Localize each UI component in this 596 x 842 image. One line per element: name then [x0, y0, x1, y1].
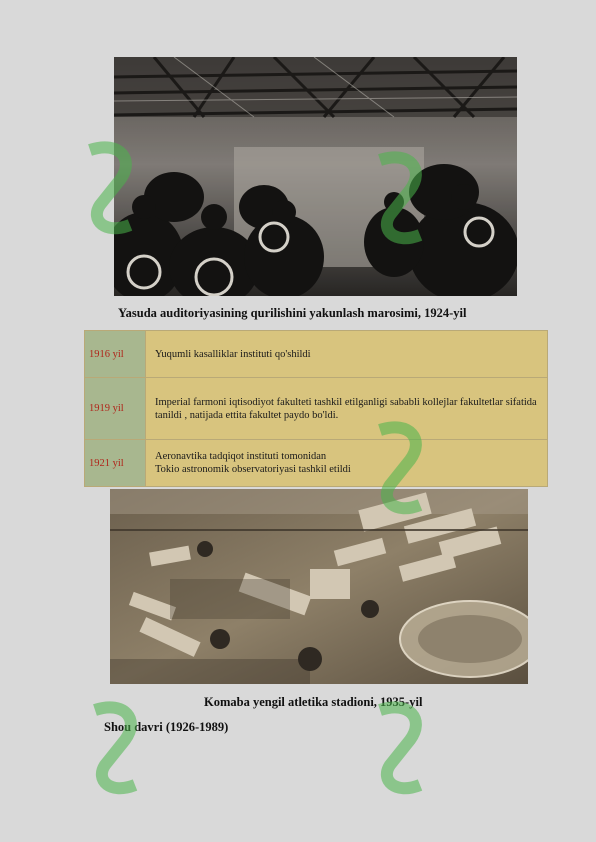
timeline-row	[85, 378, 548, 440]
timeline-year: 1921 yil	[85, 440, 146, 487]
timeline-event: Imperial farmoni iqtisodiyot fakulteti tashkil etilganligi sababli kollejlar fakultetlar sifatida tanildi , natijada ettita fakultet paydo bo'ldi.	[146, 378, 548, 440]
watermark-logo-icon	[85, 700, 145, 800]
timeline-row	[85, 331, 548, 378]
top-photo-caption: Yasuda auditoriyasining qurilishini yakunlash marosimi, 1924-yil	[118, 306, 467, 320]
auditorium-ceremony-photo	[114, 57, 517, 296]
timeline-table	[84, 330, 548, 487]
timeline-year: 1916 yil	[85, 331, 146, 378]
komaba-stadium-photo	[110, 489, 528, 684]
timeline-year: 1919 yil	[85, 378, 146, 440]
timeline-event: Yuqumli kasalliklar instituti qo'shildi	[146, 331, 548, 378]
section-heading: Shou davri (1926-1989)	[104, 720, 229, 734]
timeline-event: Aeronavtika tadqiqot instituti tomonidan Tokio astronomik observatoriyasi tashkil etildi	[146, 440, 548, 487]
watermark-logo-icon	[370, 700, 430, 800]
timeline-row	[85, 440, 548, 487]
bottom-photo-caption: Komaba yengil atletika stadioni, 1935-yil	[204, 695, 423, 709]
